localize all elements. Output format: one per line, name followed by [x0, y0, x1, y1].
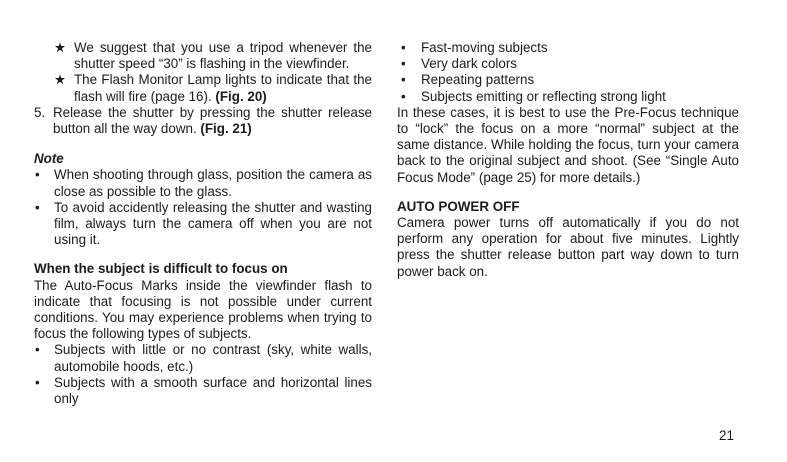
fig-20-ref: (Fig. 20)	[215, 88, 267, 104]
bullet-icon: •	[401, 40, 406, 55]
tripod-tip-text: We suggest that you use a tripod whenever the shutter speed “30” is flashing in the viewfinder.	[74, 40, 372, 72]
note-item	[34, 167, 372, 199]
step-number: 5.	[34, 104, 46, 120]
note-item-text: When shooting through glass, position the camera as close as possible to the glass.	[54, 167, 372, 199]
subject-item-text: Subjects emitting or reflecting strong light	[421, 88, 666, 104]
bullet-icon: •	[35, 342, 40, 358]
subject-item-text: Repeating patterns	[421, 72, 535, 88]
step-5-text: Release the shutter by pressing the shutter release button all the way down.	[53, 104, 372, 137]
star-icon: ★	[54, 72, 67, 88]
subject-item	[34, 342, 372, 374]
bullet-icon: •	[401, 56, 406, 72]
note-heading: Note	[34, 151, 64, 167]
bullet-icon: •	[35, 167, 40, 183]
bullet-icon: •	[401, 88, 406, 104]
subject-item-text: Subjects with a smooth surface and horizontal lines only	[54, 374, 372, 407]
star-icon: ★	[54, 40, 67, 55]
difficult-focus-heading: When the subject is difficult to focus on	[34, 261, 288, 277]
flash-monitor-tip	[34, 72, 372, 104]
auto-power-off-text: Camera power turns off automatically if you do not perform any operation for about five minutes. Lightly press the shutter release button part way down to turn power back on.	[397, 215, 739, 279]
auto-power-off-heading: AUTO POWER OFF	[397, 198, 520, 214]
note-item-text: To avoid accidently releasing the shutter and wasting film, always turn the camera off when you are not using it.	[54, 199, 372, 248]
difficult-focus-intro: The Auto-Focus Marks inside the viewfinder flash to indicate that focusing is not possible under current conditions. You may experience problems when trying to focus the following types of subjects.	[34, 277, 372, 342]
subject-item-text: Subjects with little or no contrast (sky, white walls, automobile hoods, etc.)	[54, 342, 372, 374]
subject-item	[397, 89, 739, 105]
subject-item	[34, 375, 372, 407]
tripod-tip	[34, 40, 372, 72]
bullet-icon: •	[401, 72, 406, 88]
page-number: 21	[719, 428, 734, 443]
left-column	[34, 40, 372, 407]
note-item	[34, 200, 372, 249]
step-5	[34, 105, 372, 137]
flash-monitor-tip-text: The Flash Monitor Lamp lights to indicate that the flash will fire (page 16).	[74, 72, 372, 104]
bullet-icon: •	[35, 199, 40, 215]
subject-item-text: Fast-moving subjects	[421, 40, 548, 55]
right-column	[397, 40, 739, 280]
subject-item-text: Very dark colors	[421, 56, 518, 72]
bullet-icon: •	[35, 374, 40, 390]
subject-item	[397, 40, 739, 56]
subject-item	[397, 72, 739, 88]
subject-item	[397, 56, 739, 72]
prefocus-paragraph: In these cases, it is best to use the Pre-Focus technique to “lock” the focus on a more “normal” subject at the same distance. While holding the focus, turn your camera back to the original subject and shoot. (See “Single Auto Focus Mode” (page 25) for more details.)	[397, 104, 739, 185]
fig-21-ref: (Fig. 21)	[200, 121, 252, 137]
